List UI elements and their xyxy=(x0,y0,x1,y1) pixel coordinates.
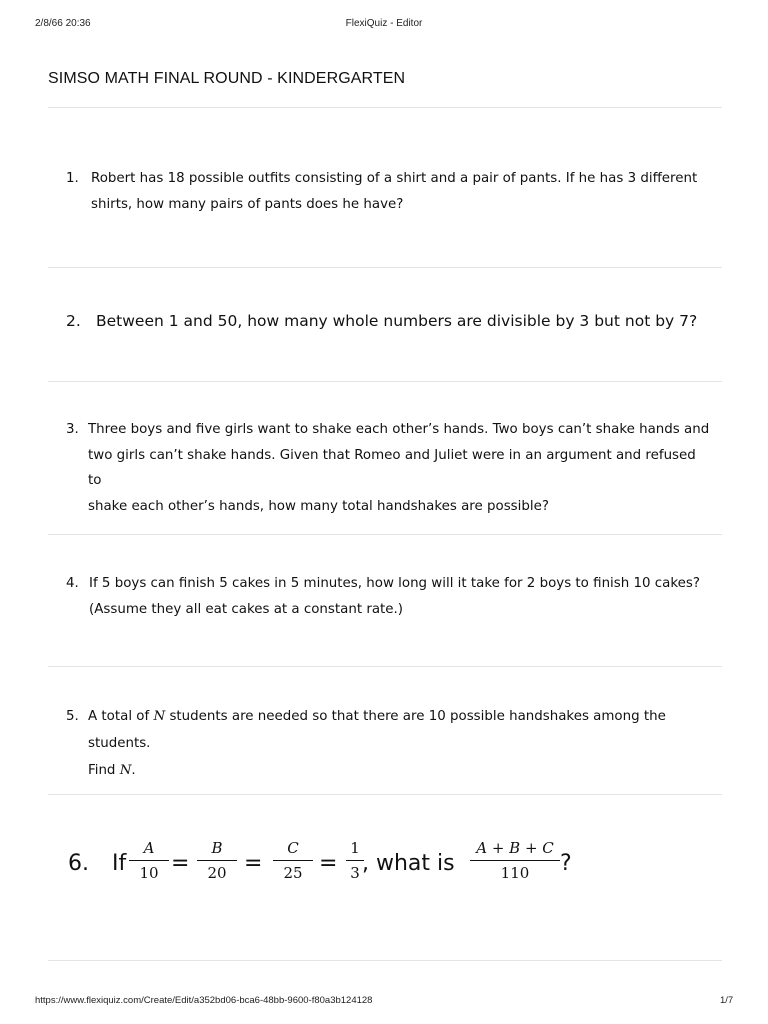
question-number: 6. xyxy=(68,851,89,876)
question-number: 4. xyxy=(66,576,79,591)
equals-sign: = xyxy=(171,851,190,876)
divider xyxy=(48,960,722,961)
question-line: shake each other’s hands, how many total handshakes are possible? xyxy=(88,498,549,514)
fraction-sum-over-110 xyxy=(470,838,560,883)
text-run: A total of xyxy=(88,709,154,724)
page-count: 1/7 xyxy=(720,995,734,1006)
divider xyxy=(48,381,722,382)
question-number: 5. xyxy=(66,709,79,724)
question-6 xyxy=(68,838,628,894)
question-text xyxy=(89,571,714,623)
equals-sign: = xyxy=(244,851,263,876)
question-line: two girls can’t shake hands. Given that Romeo and Juliet were in an argument and refused to xyxy=(88,447,696,488)
variable-n: N xyxy=(153,709,166,724)
fraction-c-over-25 xyxy=(273,838,313,883)
text-run: . xyxy=(131,763,136,778)
fraction-bar xyxy=(470,860,560,861)
text-run: students are needed so that there are 10 possible handshakes among the students. xyxy=(88,709,666,751)
print-url: https://www.flexiquiz.com/Create/Edit/a352bd06-bca6-48bb-9600-f80a3b124128 xyxy=(35,995,373,1006)
quiz-title: SIMSO MATH FINAL ROUND - KINDERGARTEN xyxy=(48,70,406,87)
question-text xyxy=(96,309,716,333)
question-line xyxy=(88,757,713,784)
numerator: A xyxy=(143,839,155,857)
question-text: , what is xyxy=(362,851,455,876)
print-page-title: FlexiQuiz - Editor xyxy=(345,18,423,29)
question-line: (Assume they all eat cakes at a constant rate.) xyxy=(89,602,404,617)
divider xyxy=(48,666,722,667)
numerator: B xyxy=(211,839,223,857)
divider xyxy=(48,534,722,535)
question-line: shirts, how many pairs of pants does he have? xyxy=(91,197,404,212)
equals-sign: = xyxy=(319,851,338,876)
question-text: If xyxy=(112,851,127,876)
fraction-bar xyxy=(273,860,313,861)
question-line: Between 1 and 50, how many whole numbers are divisible by 3 but not by 7? xyxy=(96,312,698,330)
denominator: 110 xyxy=(500,864,530,883)
question-mark: ? xyxy=(560,851,572,876)
question-number: 3. xyxy=(66,422,79,437)
fraction-bar xyxy=(197,860,237,861)
variable-n: N xyxy=(119,763,132,778)
text-run: Find xyxy=(88,763,120,778)
question-text xyxy=(88,703,713,784)
divider xyxy=(48,267,722,268)
question-line: Robert has 18 possible outfits consisting of a shirt and a pair of pants. If he has 3 different xyxy=(91,171,698,186)
question-text xyxy=(88,417,713,519)
print-datetime: 2/8/66 20:36 xyxy=(35,18,91,29)
numerator: 1 xyxy=(350,839,360,857)
fraction-b-over-20 xyxy=(197,838,237,883)
question-line: Three boys and five girls want to shake each other’s hands. Two boys can’t shake hands and xyxy=(88,422,710,437)
numerator: A + B + C xyxy=(476,839,554,857)
question-number: 2. xyxy=(66,312,81,330)
question-number: 1. xyxy=(66,171,79,186)
question-line xyxy=(88,703,713,757)
denominator: 20 xyxy=(207,864,227,883)
divider xyxy=(48,794,722,795)
denominator: 3 xyxy=(350,864,360,883)
numerator: C xyxy=(287,839,299,857)
fraction-bar xyxy=(129,860,169,861)
divider xyxy=(48,107,722,108)
question-line: If 5 boys can finish 5 cakes in 5 minutes, how long will it take for 2 boys to finish 10 cakes? xyxy=(89,576,700,591)
fraction-a-over-10 xyxy=(129,838,169,883)
denominator: 10 xyxy=(139,864,159,883)
question-text xyxy=(91,166,711,218)
denominator: 25 xyxy=(283,864,303,883)
